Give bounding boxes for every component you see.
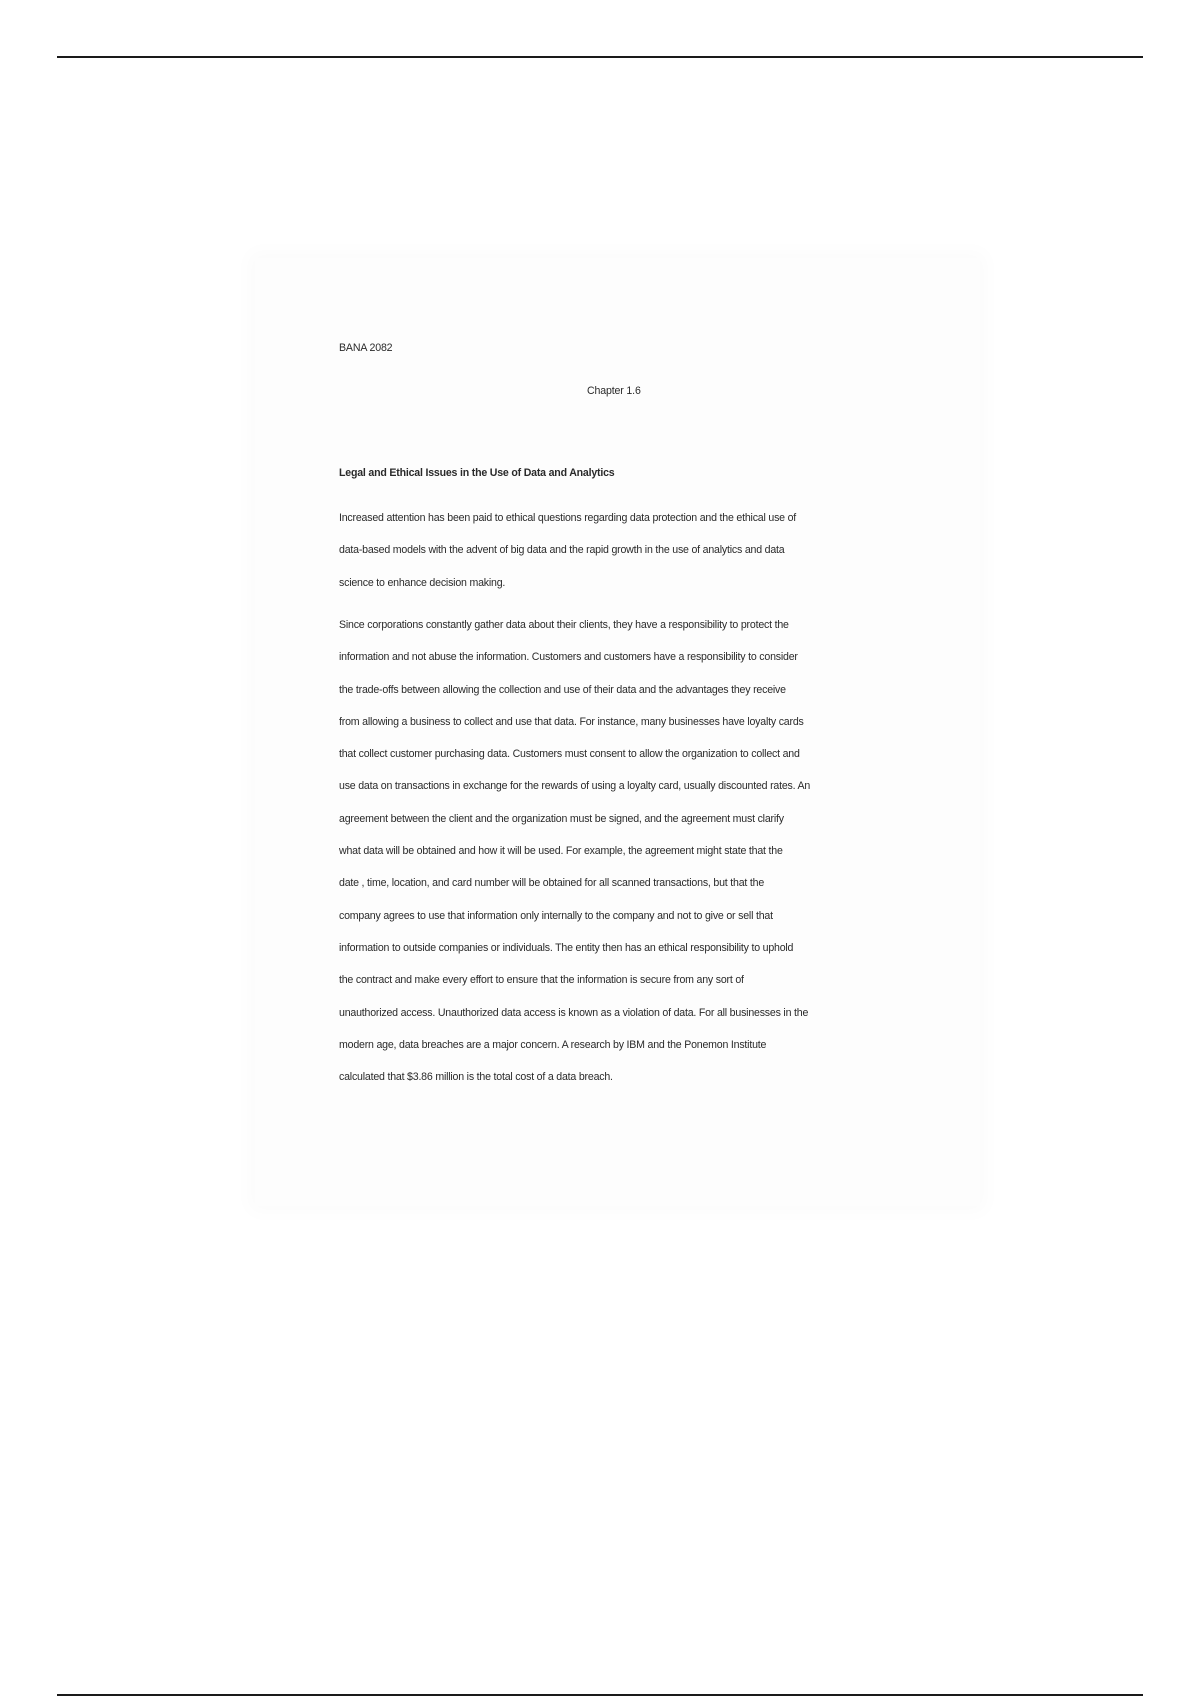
text-line: the trade-offs between allowing the collection and use of their data and the advantages they receive <box>339 683 786 696</box>
top-rule <box>57 56 1143 58</box>
chapter-title: Chapter 1.6 <box>587 385 641 397</box>
text-line: calculated that $3.86 million is the total cost of a data breach. <box>339 1071 613 1084</box>
text-line: science to enhance decision making. <box>339 576 506 589</box>
paragraph-body <box>339 618 810 1102</box>
text-line: information and not abuse the information. Customers and customers have a responsibility to consider <box>339 651 798 664</box>
text-line: data-based models with the advent of big data and the rapid growth in the use of analytics and data <box>339 544 785 557</box>
course-code: BANA 2082 <box>339 342 393 354</box>
text-line: use data on transactions in exchange for the rewards of using a loyalty card, usually discounted rates. An <box>339 780 811 793</box>
text-line: date , time, location, and card number will be obtained for all scanned transactions, but that the <box>339 877 765 890</box>
text-line: Since corporations constantly gather data about their clients, they have a responsibility to protect the <box>339 619 789 631</box>
text-line: from allowing a business to collect and use that data. For instance, many businesses have loyalty cards <box>339 715 804 728</box>
text-line: that collect customer purchasing data. Customers must consent to allow the organization to collect and <box>339 748 800 761</box>
text-line: agreement between the client and the organization must be signed, and the agreement must clarify <box>339 812 784 825</box>
paragraph-intro <box>339 511 796 608</box>
bottom-rule <box>57 1694 1143 1696</box>
section-heading: Legal and Ethical Issues in the Use of Data and Analytics <box>339 467 615 479</box>
text-line: unauthorized access. Unauthorized data access is known as a violation of data. For all businesses in the <box>339 1006 809 1019</box>
text-line: Increased attention has been paid to ethical questions regarding data protection and the ethical use of <box>339 512 797 524</box>
text-line: what data will be obtained and how it will be used. For example, the agreement might state that the <box>339 845 783 858</box>
text-line: information to outside companies or individuals. The entity then has an ethical responsibility to uphold <box>339 941 794 954</box>
text-line: the contract and make every effort to ensure that the information is secure from any sort of <box>339 974 744 987</box>
text-line: company agrees to use that information only internally to the company and not to give or sell that <box>339 909 773 922</box>
text-line: modern age, data breaches are a major concern. A research by IBM and the Ponemon Institute <box>339 1038 767 1051</box>
